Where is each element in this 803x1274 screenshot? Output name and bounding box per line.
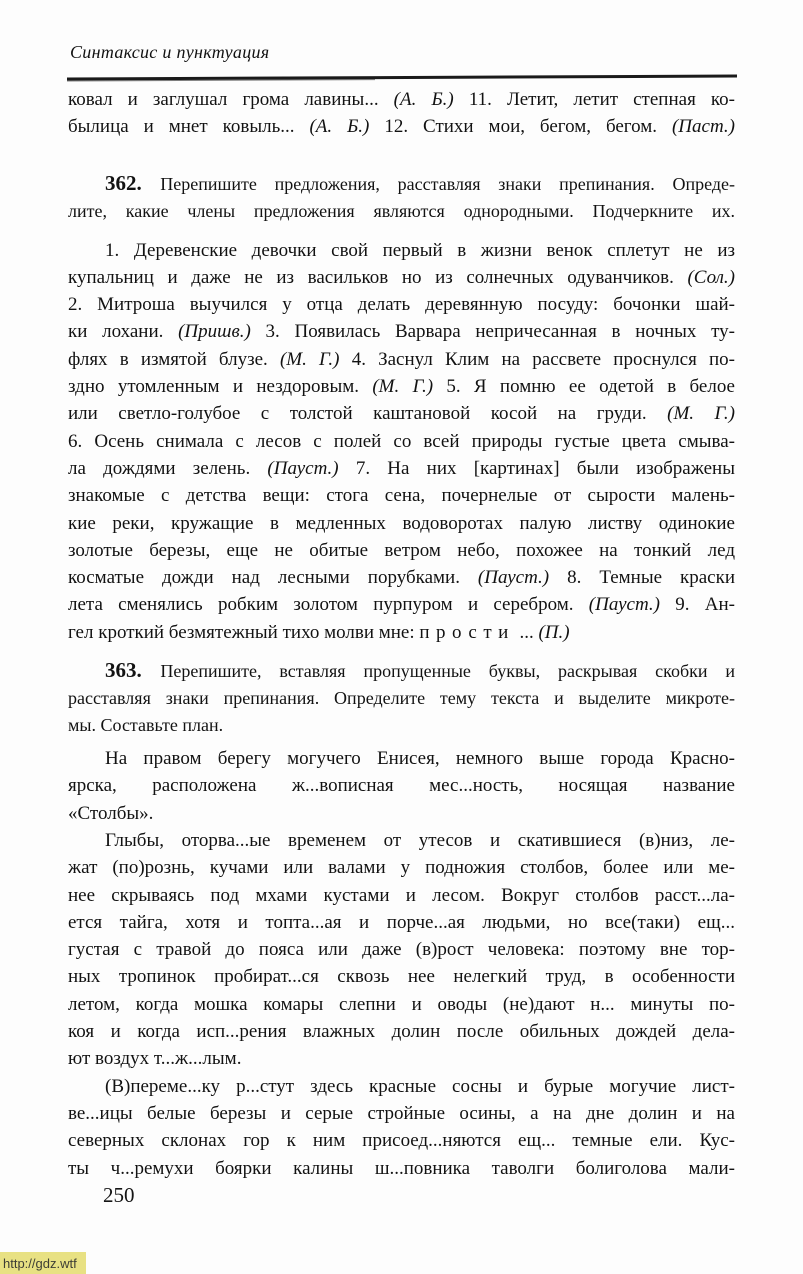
text-run: 7. На них [картинах] были изображены xyxy=(338,457,735,479)
block-task-363 xyxy=(68,657,735,739)
text-run: ... xyxy=(514,621,539,643)
text-run: 3. Появилась Варвара непричесанная в ночных ту- xyxy=(250,321,735,343)
text-line xyxy=(68,854,735,881)
author-abbr: (Пауст.) xyxy=(588,594,660,616)
text-run: 12. Стихи мои, бегом, бегом. xyxy=(369,116,672,138)
author-abbr: (А. Б.) xyxy=(309,116,370,138)
text-run: жат (по)рознь, кучами или валами у подножия столбов, более или ме- xyxy=(68,857,735,879)
text-run: северных склонах гор к ним присоед...няются ещ... темные ели. Кус- xyxy=(68,1130,735,1152)
text-line xyxy=(68,882,735,909)
text-run: золотые березы, еще не обитые ветром небо, похожее на тонкий лед xyxy=(68,539,735,561)
block-para-continuation xyxy=(68,86,735,141)
text-line xyxy=(68,400,735,427)
text-run: Перепишите предложения, расставляя знаки препинания. Опреде- xyxy=(160,173,735,194)
text-run: летом, когда мошка комары слепни и оводы (не)дают н... минуты по- xyxy=(68,993,735,1015)
text-run: 6. Осень снимала с лесов с полей со всей природы густые цвета смыва- xyxy=(68,430,735,452)
author-abbr: (Пришв.) xyxy=(178,321,251,343)
text-line xyxy=(68,537,735,564)
text-run: (В)переме...ку р...стут здесь красные сосны и бурые могучие лист- xyxy=(105,1075,735,1097)
text-run: кие реки, кружащие в медленных водоворотах палую листву одинокие xyxy=(68,512,735,534)
text-run: или светло-голубое с толстой каштановой косой на груди. xyxy=(68,403,668,425)
text-run: знакомые с детства вещи: стога сена, почернелые от сырости малень- xyxy=(68,485,735,507)
author-abbr: (П.) xyxy=(538,621,570,643)
text-run: «Столбы». xyxy=(68,802,154,824)
author-abbr: (М. Г.) xyxy=(279,348,340,370)
text-run: гел кроткий безмятежный тихо молви мне: xyxy=(68,621,420,643)
text-run: ных тропинок пробират...ся сквозь нее нелегкий труд, в особенности xyxy=(68,966,735,988)
text-line xyxy=(68,346,735,373)
header-rule xyxy=(67,75,737,81)
text-run: расставляя знаки препинания. Определите тему текста и выделите микроте- xyxy=(68,688,735,709)
text-line xyxy=(68,455,735,482)
emphasized-word: прости xyxy=(419,621,515,643)
text-line xyxy=(68,198,735,225)
author-abbr: (Пауст.) xyxy=(267,457,339,479)
text-run: ты ч...ремухи боярки калины ш...повника таволги болиголова мали- xyxy=(68,1157,735,1179)
author-abbr: (Пауст.) xyxy=(477,567,550,589)
text-run: нее скрываясь под мхами кустами и лесом. Вокруг столбов расст...ла- xyxy=(68,884,735,906)
text-run: здно утомленным и нездоровым. xyxy=(68,376,373,398)
text-line xyxy=(68,909,735,936)
text-line xyxy=(68,1127,735,1154)
text-run: флях в измятой блузе. xyxy=(68,348,280,370)
text-line xyxy=(68,482,735,509)
text-line xyxy=(68,1018,735,1045)
text-line xyxy=(68,1155,735,1182)
text-run: лета сменялись робким золотом пурпуром и серебром. xyxy=(68,594,589,616)
text-run: ла дождями зелень. xyxy=(68,457,268,479)
text-line xyxy=(68,113,735,140)
author-abbr: (А. Б.) xyxy=(393,89,454,110)
text-run: лите, какие члены предложения являются однородными. Подчеркните их. xyxy=(68,200,735,221)
author-abbr: (Паст.) xyxy=(671,116,735,138)
text-line xyxy=(68,564,735,591)
text-line xyxy=(68,800,735,827)
text-run: ве...ицы белые березы и серые стройные осины, а на дне долин и на xyxy=(68,1102,735,1124)
text-line xyxy=(68,237,735,264)
text-line xyxy=(68,510,735,537)
text-line xyxy=(68,264,735,291)
text-run: купальниц и даже не из васильков но из солнечных одуванчиков. xyxy=(68,266,688,288)
text-run: 8. Темные краски xyxy=(549,567,735,589)
text-line xyxy=(68,712,735,739)
text-line xyxy=(68,1045,735,1072)
text-line xyxy=(68,291,735,318)
exercise-number: 362. xyxy=(105,170,161,195)
text-run: На правом берегу могучего Енисея, немного выше города Красно- xyxy=(105,748,735,770)
text-run: мы. Составьте план. xyxy=(68,715,224,736)
text-line xyxy=(68,685,735,712)
author-abbr: (М. Г.) xyxy=(372,376,434,398)
text-run: ковал и заглушал грома лавины... xyxy=(68,89,394,110)
text-line xyxy=(68,963,735,990)
text-column xyxy=(68,86,735,1182)
text-line xyxy=(68,428,735,455)
text-line xyxy=(68,657,735,685)
text-line xyxy=(68,318,735,345)
text-run: 5. Я помню ее одетой в белое xyxy=(433,376,735,398)
text-run: Перепишите, вставляя пропущенные буквы, раскрывая скобки и xyxy=(160,661,735,682)
text-line xyxy=(68,1073,735,1100)
author-abbr: (Сол.) xyxy=(687,266,735,288)
text-line xyxy=(68,86,735,113)
text-run: 11. Летит, летит степная ко- xyxy=(453,89,735,110)
text-line xyxy=(68,373,735,400)
block-text-363-p3 xyxy=(68,1073,735,1182)
exercise-number: 363. xyxy=(105,658,161,683)
text-line xyxy=(68,745,735,772)
text-run: ки лохани. xyxy=(68,321,179,343)
running-head: Синтаксис и пунктуация xyxy=(70,42,270,62)
text-run: ярска, расположена ж...вописная мес...ность, носящая название xyxy=(68,775,735,797)
text-line xyxy=(68,772,735,799)
text-run: коя и когда исп...рения влажных долин после обильных дождей дела- xyxy=(68,1021,735,1043)
text-run: ют воздух т...ж...лым. xyxy=(68,1048,242,1070)
text-line xyxy=(68,619,735,646)
text-run: Глыбы, оторва...ые временем от утесов и скатившиеся (в)низ, ле- xyxy=(105,829,735,851)
text-line xyxy=(68,991,735,1018)
text-line xyxy=(68,170,735,198)
text-run: 1. Деревенские девочки свой первый в жизни венок сплетут не из xyxy=(105,239,735,261)
author-abbr: (М. Г.) xyxy=(667,403,735,425)
text-run: густая с травой до пояса или даже (в)рост человека: поэтому вне тор- xyxy=(68,939,735,961)
block-text-363-p2 xyxy=(68,827,735,1073)
text-run: былица и мнет ковыль... xyxy=(68,116,310,138)
text-run: 9. Ан- xyxy=(659,594,735,616)
block-sentences-362 xyxy=(68,237,735,646)
text-line xyxy=(68,591,735,618)
text-line xyxy=(68,827,735,854)
block-task-362 xyxy=(68,170,735,225)
page-number: 250 xyxy=(103,1183,135,1207)
text-run: косматые дожди над лесными порубками. xyxy=(68,567,478,589)
watermark-url: http://gdz.wtf xyxy=(0,1252,86,1274)
text-line xyxy=(68,1100,735,1127)
text-run: 4. Заснул Клим на рассвете проснулся по- xyxy=(339,348,735,370)
block-text-363-p1 xyxy=(68,745,735,827)
text-run: 2. Митроша выучился у отца делать деревянную посуду: бочонки шай- xyxy=(68,294,735,316)
text-line xyxy=(68,936,735,963)
text-run: ется тайга, хотя и топта...ая и порче...ая людьми, но все(таки) ещ... xyxy=(68,911,735,933)
